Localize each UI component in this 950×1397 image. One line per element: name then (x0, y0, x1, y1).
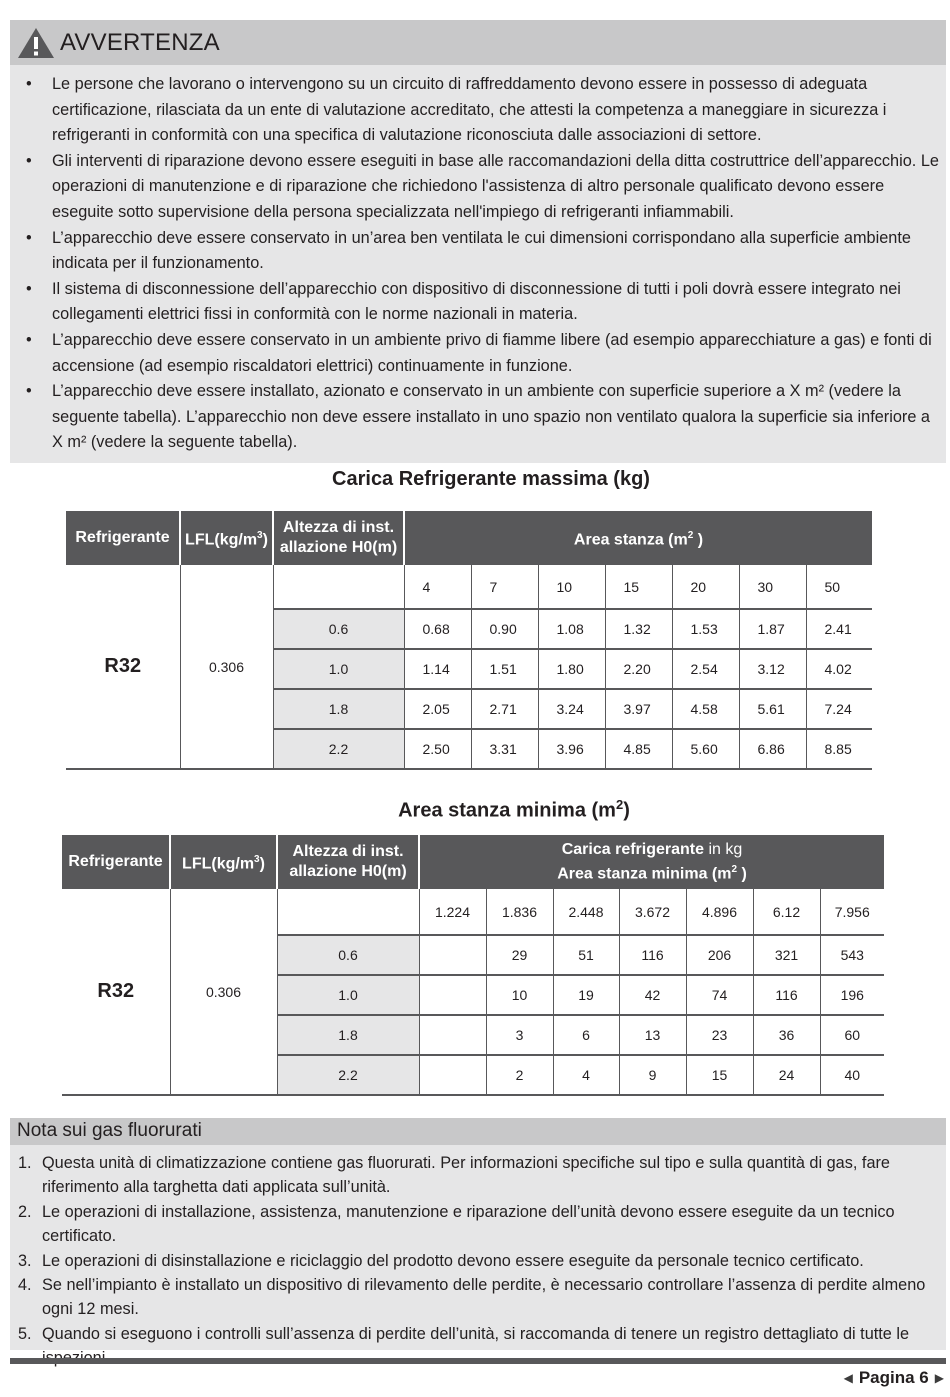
charge-value-cell: 6.86 (739, 729, 806, 769)
bullet: • (26, 382, 32, 401)
warning-header (10, 20, 946, 65)
min-area-value-cell: 3 (486, 1015, 553, 1055)
header-charge-area: Carica refrigerante in kg Area stanza minima ($m^2$ ) (419, 835, 884, 889)
min-area-table (62, 835, 884, 1096)
note-item: 5. Quando si eseguono i controlli sull’assenza di perdite dell’unità, si raccomanda di tenere un registro dettagliato di tutte le (18, 1324, 910, 1343)
empty-cell (273, 565, 404, 609)
footer-divider (10, 1358, 946, 1364)
min-area-value-cell: 15 (686, 1055, 753, 1095)
charge-value-cell: 3.97 (605, 689, 672, 729)
charge-value-cell: 1.224 (419, 889, 486, 935)
area-value-cell: 7 (471, 565, 538, 609)
min-area-value-cell: 74 (686, 975, 753, 1015)
min-area-value-cell: 42 (619, 975, 686, 1015)
warning-list (26, 72, 944, 456)
min-area-value-cell (419, 975, 486, 1015)
warning-title: AVVERTENZA (60, 28, 220, 56)
bullet: • (26, 151, 32, 170)
warning-item: • Le persone che lavorano o intervengono su un circuito di raffreddamento devono essere in possesso di adeguata certificazione, rilasciata da un ente di valutazione accreditato, che attesti la competenza a maneggiare in sicurezza i refrigeranti in conformità con una specifica di valutazione riconosciuta dalle associazioni di settore. (26, 72, 944, 149)
warning-triangle-icon (16, 26, 56, 60)
area-value-cell: 50 (806, 565, 872, 609)
charge-value-cell: 7.956 (820, 889, 884, 935)
min-area-value-cell: 116 (753, 975, 820, 1015)
header-install-height: Altezza di inst. allazione H0(m) (277, 835, 419, 889)
charge-value-cell: 3.96 (538, 729, 605, 769)
warning-item: • Il sistema di disconnessione dell’apparecchio con dispositivo di disconnessione di tutti i poli dovrà essere integrato nei collegamenti elettrici fissi in conformità con le norme nazionali in materia. (26, 277, 944, 328)
charge-value-cell: 2.41 (806, 609, 872, 649)
area-value-cell: 10 (538, 565, 605, 609)
area-value-cell: 15 (605, 565, 672, 609)
warning-item: • L’apparecchio deve essere installato, azionato e conservato in un ambiente con superficie superiore a X m² (vedere la seguente tabella). L’apparecchio non deve essere installato in uno spazio non ventilato qualora la superficie sia inferiore a X m² (vedere la seguente tabella). (26, 379, 944, 456)
area-value-cell: 4 (404, 565, 471, 609)
page-navigation (844, 1368, 944, 1388)
note-item: 3. Le operazioni di disinstallazione e riciclaggio del prodotto devono essere eseguite da personale tecnico certificato. (18, 1251, 864, 1270)
charge-value-cell: 0.68 (404, 609, 471, 649)
min-area-value-cell: 116 (619, 935, 686, 975)
min-area-value-cell: 60 (820, 1015, 884, 1055)
charge-value-cell: 3.12 (739, 649, 806, 689)
min-area-value-cell (419, 935, 486, 975)
charge-value-cell: 3.31 (471, 729, 538, 769)
note-title: Nota sui gas fluorurati (17, 1120, 202, 1141)
min-area-value-cell: 23 (686, 1015, 753, 1055)
height-cell: 0.6 (273, 609, 404, 649)
min-area-value-cell: 2 (486, 1055, 553, 1095)
min-area-value-cell: 10 (486, 975, 553, 1015)
charge-value-cell: 2.50 (404, 729, 471, 769)
note-header (10, 1118, 946, 1145)
refrigerant-cell: R32 (66, 565, 180, 769)
height-cell: 1.8 (273, 689, 404, 729)
charge-value-cell: 1.80 (538, 649, 605, 689)
min-area-value-cell: 24 (753, 1055, 820, 1095)
charge-value-cell: 4.58 (672, 689, 739, 729)
header-install-height: Altezza di inst. allazione H0(m) (273, 511, 404, 565)
min-area-value-cell (419, 1015, 486, 1055)
bullet: • (26, 330, 32, 349)
charge-value-cell: 2.448 (553, 889, 619, 935)
header-lfl: $LFL(kg/m^3)$ (180, 511, 273, 565)
min-area-value-cell: 4 (553, 1055, 619, 1095)
charge-value-cell: 3.672 (619, 889, 686, 935)
page-number: Pagina 6 (858, 1368, 929, 1387)
height-cell: 1.8 (277, 1015, 419, 1055)
header-room-area: Area stanza ($m^2$ ) (404, 511, 872, 565)
height-cell: 2.2 (273, 729, 404, 769)
refrigerant-cell: R32 (62, 889, 170, 1095)
area-values-row (66, 565, 872, 609)
min-area-value-cell: 206 (686, 935, 753, 975)
area-value-cell: 20 (672, 565, 739, 609)
table1-title: Carica Refrigerante massima (kg) (332, 468, 650, 490)
height-cell: 1.0 (273, 649, 404, 689)
note-item: 4. Se nell’impianto è installato un dispositivo di rilevamento delle perdite, è necessario controllare l’assenza di perdite almeno ogni 12 mesi. (18, 1276, 926, 1319)
charge-value-cell: 5.60 (672, 729, 739, 769)
bullet: • (26, 75, 32, 93)
charge-value-cell: 1.51 (471, 649, 538, 689)
lfl-cell: 0.306 (170, 889, 277, 1095)
charge-value-cell: 7.24 (806, 689, 872, 729)
min-area-value-cell: 40 (820, 1055, 884, 1095)
charge-value-cell: 1.08 (538, 609, 605, 649)
min-area-value-cell: 6 (553, 1015, 619, 1055)
warning-item: • L’apparecchio deve essere conservato in un’area ben ventilata le cui dimensioni corrispondano alla superficie ambiente indicata per il funzionamento. (26, 226, 944, 277)
bullet: • (26, 228, 32, 247)
header-lfl: $LFL(kg/m^3)$ (170, 835, 277, 889)
warning-item: • L’apparecchio deve essere conservato in un ambiente privo di fiamme libere (ad esempio apparecchiature a gas) e fonti di accensione (ad esempio riscaldatori elettrici) continuamente in funzione. (26, 328, 944, 379)
charge-value-cell: 8.85 (806, 729, 872, 769)
charge-value-cell: 1.87 (739, 609, 806, 649)
lfl-cell: 0.306 (180, 565, 273, 769)
table2-title: Area stanza minima $(m^2)$ (398, 797, 630, 822)
note-item: 2. Le operazioni di installazione, assistenza, manutenzione e riparazione dell’unità devono essere eseguite da un tecnico certificato. (18, 1202, 895, 1246)
charge-value-cell: 5.61 (739, 689, 806, 729)
charge-value-cell: 1.836 (486, 889, 553, 935)
header-refrigerant: Refrigerante (62, 835, 170, 889)
charge-value-cell: 1.53 (672, 609, 739, 649)
warning-box (10, 20, 946, 463)
empty-cell (277, 889, 419, 935)
charge-value-cell: 1.14 (404, 649, 471, 689)
max-charge-table (66, 511, 872, 770)
min-area-value-cell: 543 (820, 935, 884, 975)
bullet: • (26, 279, 32, 298)
min-area-value-cell: 9 (619, 1055, 686, 1095)
min-area-value-cell (419, 1055, 486, 1095)
min-area-value-cell: 29 (486, 935, 553, 975)
charge-value-cell: 2.54 (672, 649, 739, 689)
min-area-value-cell: 51 (553, 935, 619, 975)
note-item: 1. Questa unità di climatizzazione contiene gas fluorurati. Per informazioni specifiche sul tipo e sulla quantità di gas, fare riferimento alla targhetta dati applicata sull’unità. (18, 1154, 890, 1197)
min-area-value-cell: 321 (753, 935, 820, 975)
charge-value-cell: 4.02 (806, 649, 872, 689)
height-cell: 2.2 (277, 1055, 419, 1095)
area-value-cell: 30 (739, 565, 806, 609)
charge-value-cell: 1.32 (605, 609, 672, 649)
height-cell: 1.0 (277, 975, 419, 1015)
charge-value-cell: 2.05 (404, 689, 471, 729)
charge-value-cell: 2.20 (605, 649, 672, 689)
min-area-value-cell: 36 (753, 1015, 820, 1055)
min-area-value-cell: 13 (619, 1015, 686, 1055)
charge-value-cell: 2.71 (471, 689, 538, 729)
charge-value-cell: 0.90 (471, 609, 538, 649)
charge-value-cell: 4.85 (605, 729, 672, 769)
charge-values-row (62, 889, 884, 935)
charge-value-cell: 4.896 (686, 889, 753, 935)
note-box (10, 1118, 946, 1350)
min-area-value-cell: 19 (553, 975, 619, 1015)
header-refrigerant: Refrigerante (66, 511, 180, 565)
warning-item: • Gli interventi di riparazione devono essere eseguiti in base alle raccomandazioni della ditta costruttrice dell’apparecchio. Le operazioni di manutenzione e di riparazione che richiedono l'assistenza di altro personale qualificato devono essere eseguite sotto supervisione della persona specializzata nell'impiego di refrigeranti infiammabili. (26, 149, 944, 226)
prev-page-arrow-icon[interactable]: ◀ (843, 1371, 853, 1385)
next-page-arrow-icon[interactable]: ▶ (934, 1371, 944, 1385)
height-cell: 0.6 (277, 935, 419, 975)
min-area-value-cell: 196 (820, 975, 884, 1015)
charge-value-cell: 6.12 (753, 889, 820, 935)
note-list (18, 1151, 944, 1371)
charge-value-cell: 3.24 (538, 689, 605, 729)
